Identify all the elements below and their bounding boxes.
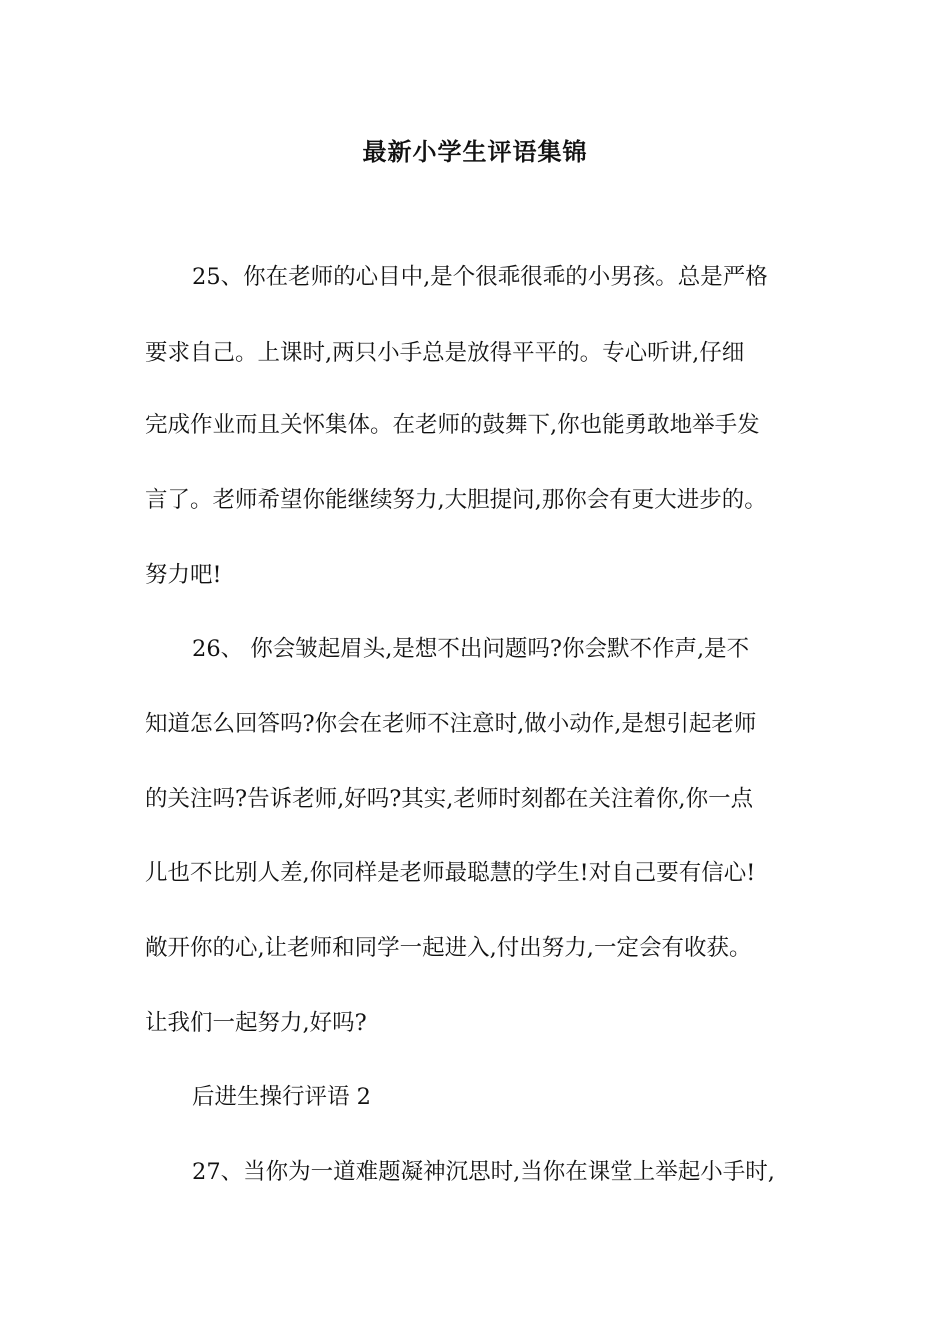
paragraph-line: 26、 你会皱起眉头,是想不出问题吗?你会默不作声,是不	[192, 636, 750, 662]
document-title: 最新小学生评语集锦	[362, 138, 588, 166]
paragraph-line: 完成作业而且关怀集体。在老师的鼓舞下,你也能勇敢地举手发	[145, 412, 760, 438]
paragraph-line: 让我们一起努力,好吗?	[145, 1010, 367, 1036]
paragraph-line: 要求自己。上课时,两只小手总是放得平平的。专心听讲,仔细	[145, 340, 745, 366]
paragraph-line: 儿也不比别人差,你同样是老师最聪慧的学生!对自己要有信心!	[145, 860, 756, 886]
section-heading: 后进生操行评语 2	[192, 1084, 371, 1110]
paragraph-line: 敞开你的心,让老师和同学一起进入,付出努力,一定会有收获。	[145, 935, 752, 961]
paragraph-line: 27、当你为一道难题凝神沉思时,当你在课堂上举起小手时,	[192, 1159, 775, 1185]
paragraph-line: 知道怎么回答吗?你会在老师不注意时,做小动作,是想引起老师	[145, 711, 757, 737]
paragraph-line: 努力吧!	[145, 562, 222, 588]
paragraph-line: 言了。老师希望你能继续努力,大胆提问,那你会有更大进步的。	[145, 487, 767, 513]
paragraph-line: 的关注吗?告诉老师,好吗?其实,老师时刻都在关注着你,你一点	[145, 786, 754, 812]
paragraph-line: 25、你在老师的心目中,是个很乖很乖的小男孩。总是严格	[192, 264, 768, 290]
